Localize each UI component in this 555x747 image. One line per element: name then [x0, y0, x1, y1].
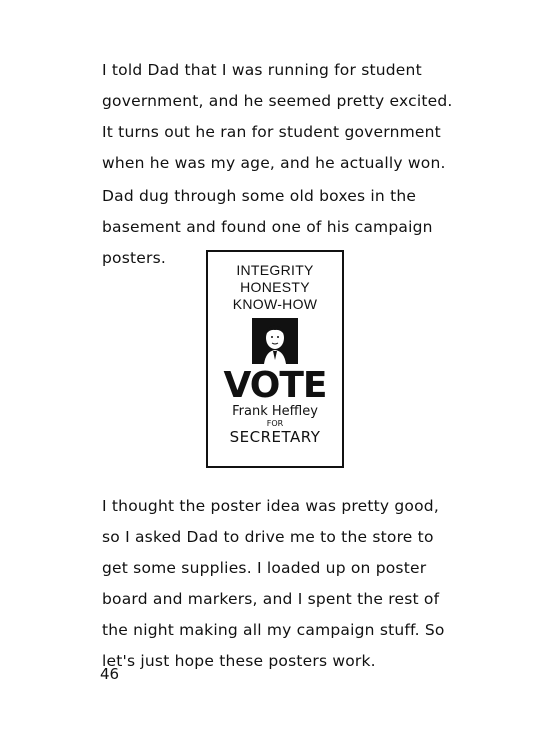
candidate-name: Frank Heffley	[232, 404, 318, 419]
campaign-poster-illustration	[206, 250, 344, 468]
paragraph-3: I thought the poster idea was pretty good, so I asked Dad to drive me to the store to get some supplies. I loaded up on poster board and markers, and I spent the rest of the night making all my campaign stuff. So let's just hope these posters work.	[102, 497, 445, 670]
page-number: 46	[100, 665, 120, 683]
slogan-integrity: INTEGRITY	[236, 262, 314, 278]
slogan-honesty: HONESTY	[240, 279, 310, 295]
paragraph-2: Dad dug through some old boxes in the basement and found one of his campaign posters.	[102, 187, 433, 267]
poster-for-label: FOR	[266, 419, 284, 428]
poster-office: SECRETARY	[229, 428, 321, 446]
paragraph-1: I told Dad that I was running for student government, and he seemed pretty excited. It turns out he ran for student government when he was my age, and he actually won.	[102, 61, 453, 172]
slogan-know-how: KNOW-HOW	[232, 296, 318, 312]
candidate-portrait	[252, 318, 298, 364]
portrait-drawing	[252, 318, 298, 364]
vote-heading: VOTE	[223, 365, 327, 406]
poster-slogans	[208, 262, 342, 313]
